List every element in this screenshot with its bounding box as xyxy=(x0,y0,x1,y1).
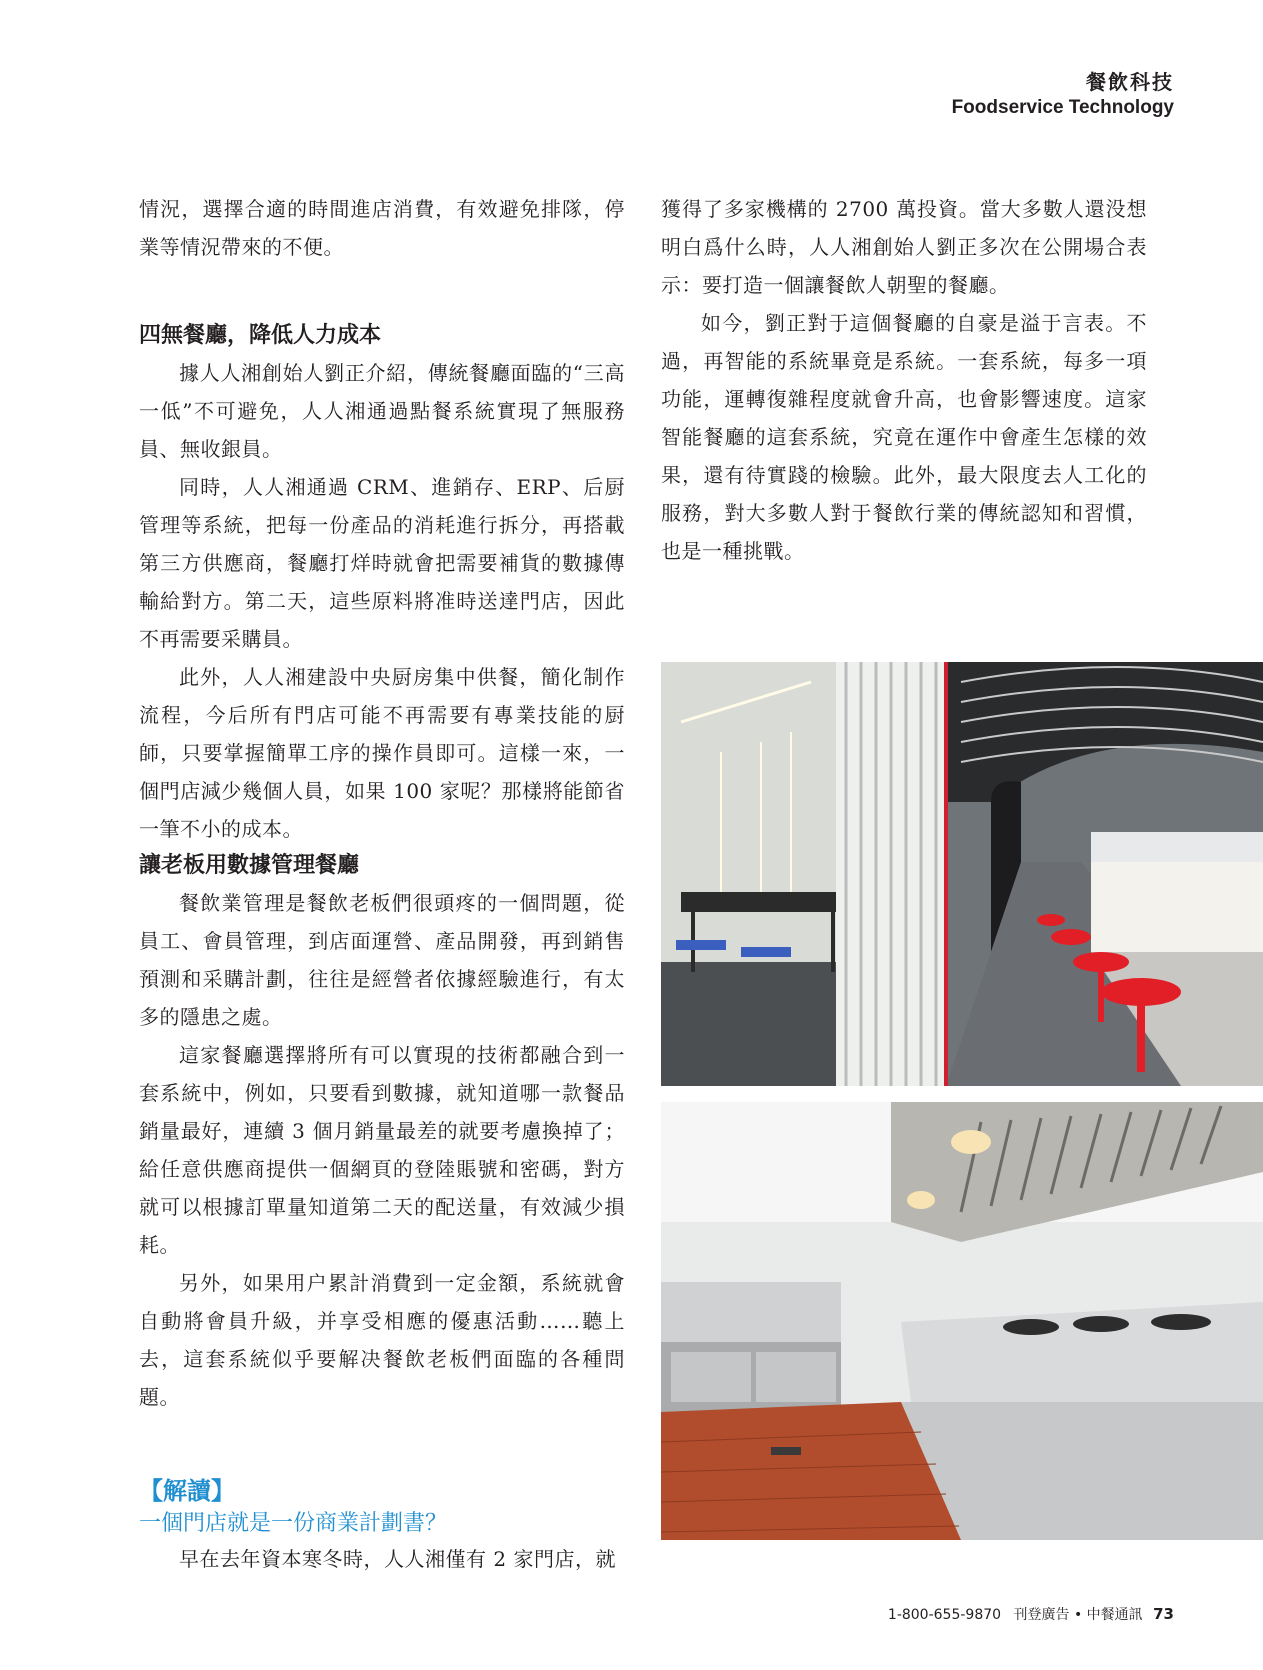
paragraph: 早在去年資本寒冬時，人人湘僅有 2 家門店，就 xyxy=(179,1547,616,1571)
section-heading-data-management: 讓老板用數據管理餐廳 xyxy=(139,853,360,878)
section-title-en: Foodservice Technology xyxy=(951,97,1174,118)
section-title-cn: 餐飲科技 xyxy=(1086,70,1174,94)
paragraph: 同時，人人湘通過 CRM、進銷存、ERP、后厨管理等系統，把每一份產品的消耗進行拆分，再搭載第三方供應商，餐廳打烊時就會把需要補貨的數據傳輸給對方。第二天，這些原料將准時送達門店，因此不再需要采購員。 xyxy=(139,475,625,651)
footer-label: 刊登廣告 • 中餐通訊 xyxy=(1013,1607,1143,1623)
left-column xyxy=(139,190,625,1578)
analysis-tag: 【解讀】 xyxy=(139,1477,235,1505)
paragraph: 這家餐廳選擇將所有可以實現的技術都融合到一套系統中，例如，只要看到數據，就知道哪一款餐品銷量最好，連續 3 個月銷量最差的就要考慮換掉了；給任意供應商提供一個網頁的登陸賬號和密碼，對方就可以根據訂單量知道第二天的配送量，有效減少損耗。 xyxy=(139,1043,625,1257)
page-number: 73 xyxy=(1153,1605,1174,1623)
paragraph: 如今，劉正對于這個餐廳的自豪是溢于言表。不過，再智能的系統畢竟是系統。一套系統，每多一項功能，運轉復雜程度就會升高，也會影響速度。這家智能餐廳的這套系統，究竟在運作中會產生怎樣的效果，還有待實踐的檢驗。此外，最大限度去人工化的服務，對大多數人對于餐飲行業的傳統認知和習慣，也是一種挑戰。 xyxy=(661,311,1147,563)
right-column xyxy=(661,190,1147,570)
kitchen-photo xyxy=(661,1102,1263,1540)
paragraph: 獲得了多家機構的 2700 萬投資。當大多數人還没想明白爲什么時，人人湘創始人劉正多次在公開場合表示：要打造一個讓餐飲人朝聖的餐廳。 xyxy=(661,197,1147,297)
restaurant-interior-photo xyxy=(661,662,1263,1086)
analysis-subheading: 一個門店就是一份商業計劃書？ xyxy=(139,1511,448,1536)
page-footer xyxy=(888,1604,1174,1624)
section-heading-four-no: 四無餐廳，降低人力成本 xyxy=(139,323,382,348)
paragraph: 此外，人人湘建設中央厨房集中供餐，簡化制作流程，今后所有門店可能不再需要有專業技能的厨師，只要掌握簡單工序的操作員即可。這樣一來，一個門店減少幾個人員，如果 100 家呢？那樣將能節省一筆不小的成本。 xyxy=(139,665,625,841)
footer-phone: 1-800-655-9870 xyxy=(887,1607,1002,1623)
paragraph: 另外，如果用户累計消費到一定金額，系統就會自動將會員升級，并享受相應的優惠活動……聽上去，這套系統似乎要解决餐飲老板們面臨的各種問題。 xyxy=(139,1271,625,1409)
paragraph: 餐飲業管理是餐飲老板們很頭疼的一個問題，從員工、會員管理，到店面運營、產品開發，再到銷售預測和采購計劃，往往是經營者依據經驗進行，有太多的隱患之處。 xyxy=(139,891,625,1029)
paragraph: 據人人湘創始人劉正介紹，傳統餐廳面臨的“三高一低”不可避免，人人湘通過點餐系統實現了無服務員、無收銀員。 xyxy=(139,361,625,461)
intro-paragraph: 情況，選擇合適的時間進店消費，有效避免排隊，停業等情況帶來的不便。 xyxy=(139,197,625,259)
